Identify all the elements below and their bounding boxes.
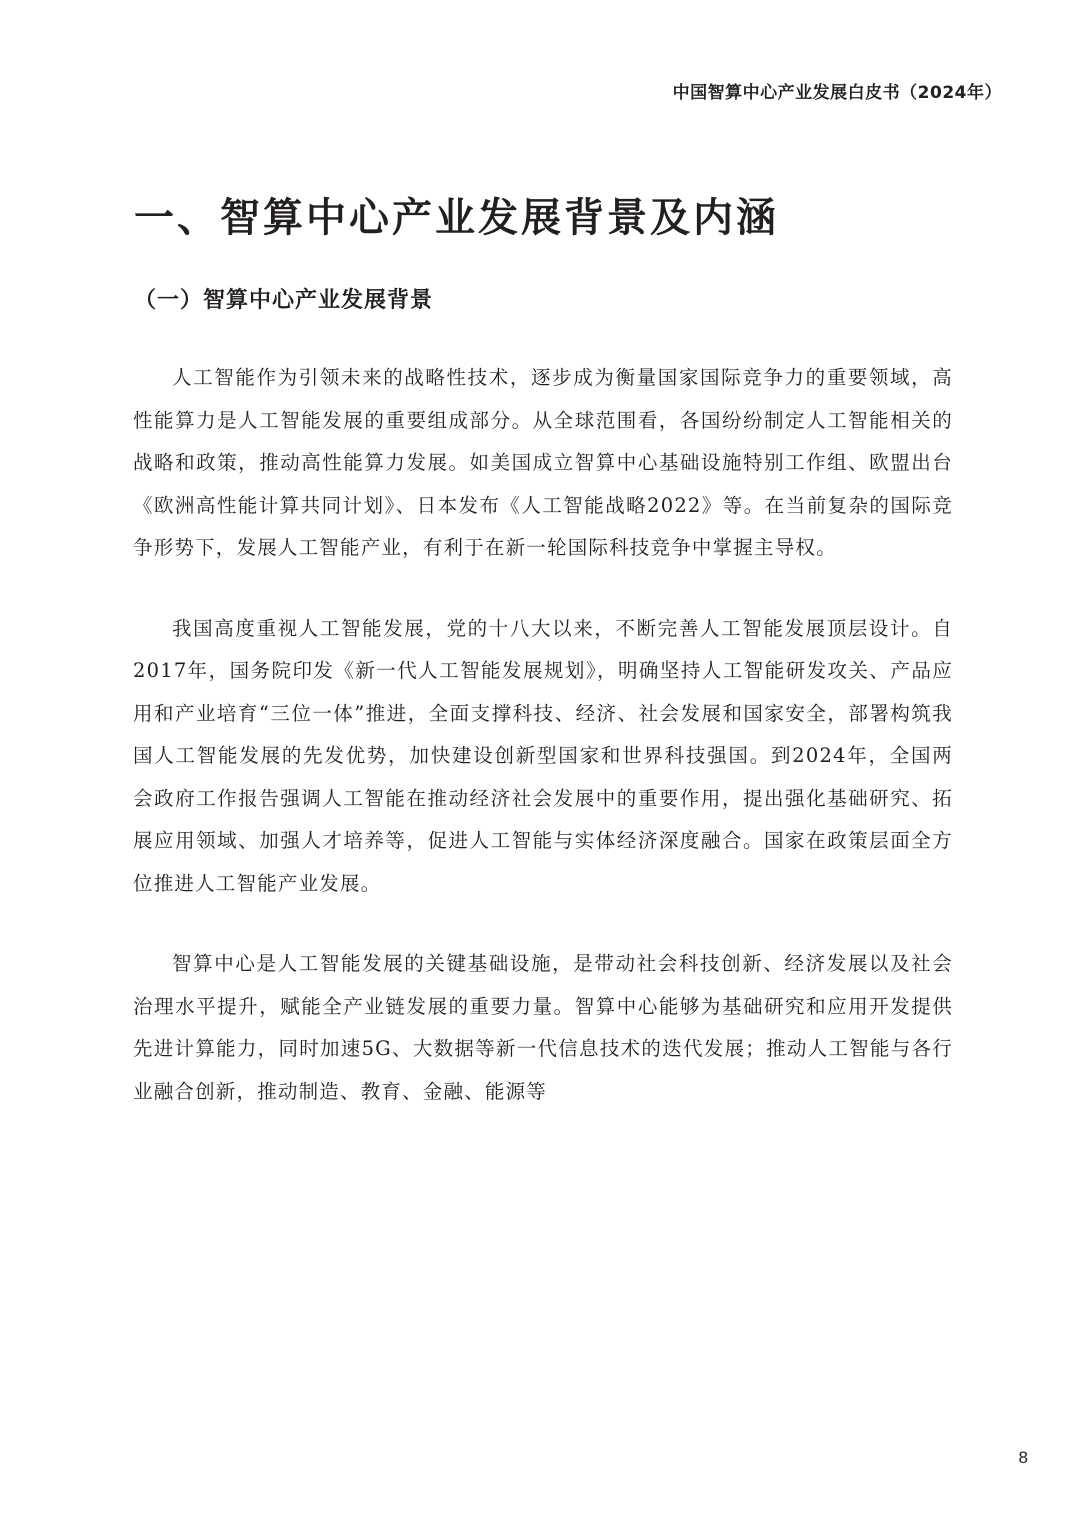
page-number: 8 — [1018, 1448, 1028, 1467]
running-header: 中国智算中心产业发展白皮书（2024年） — [672, 83, 1002, 103]
paragraph: 人工智能作为引领未来的战略性技术，逐步成为衡量国家国际竞争力的重要领域，高性能算力是人工智能发展的重要组成部分。从全球范围看，各国纷纷制定人工智能相关的战略和政策，推动高性能算力发展。如美国成立智算中心基础设施特别工作组、欧盟出台《欧洲高性能计算共同计划》、日本发布《人工智能战略2022》等。在当前复杂的国际竞争形势下，发展人工智能产业，有利于在新一轮国际科技竞争中掌握主导权。 — [133, 366, 953, 559]
paragraph: 我国高度重视人工智能发展，党的十八大以来，不断完善人工智能发展顶层设计。自2017年，国务院印发《新一代人工智能发展规划》，明确坚持人工智能研发攻关、产品应用和产业培育“三位一体”推进，全面支撑科技、经济、社会发展和国家安全，部署构筑我国人工智能发展的先发优势，加快建设创新型国家和世界科技强国。到2024年，全国两会政府工作报告强调人工智能在推动经济社会发展中的重要作用，提出强化基础研究、拓展应用领域、加强人才培养等，促进人工智能与实体经济深度融合。国家在政策层面全方位推进人工智能产业发展。 — [133, 616, 953, 895]
paragraph: 智算中心是人工智能发展的关键基础设施，是带动社会科技创新、经济发展以及社会治理水平提升，赋能全产业链发展的重要力量。智算中心能够为基础研究和应用开发提供先进计算能力，同时加速5G、大数据等新一代信息技术的迭代发展；推动人工智能与各行业融合创新，推动制造、教育、金融、能源等 — [133, 952, 953, 1103]
chapter-title: 一、智算中心产业发展背景及内涵 — [134, 195, 779, 241]
body-text — [133, 357, 953, 1151]
section-title: （一）智算中心产业发展背景 — [134, 288, 434, 313]
